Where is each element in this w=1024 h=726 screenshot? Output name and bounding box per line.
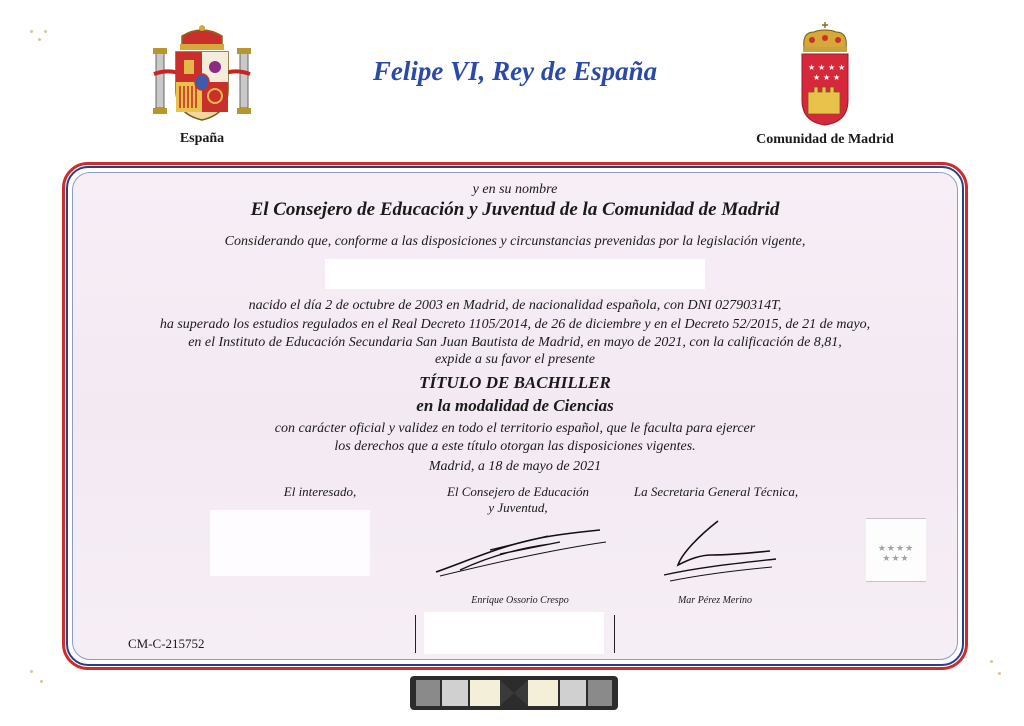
label-interested: El interesado,	[283, 484, 357, 499]
stamp-redaction	[424, 612, 604, 654]
rights-line: los derechos que a este título otorgan las disposiciones vigentes.	[334, 439, 696, 454]
spain-coat-of-arms	[152, 24, 252, 124]
glitter-dot	[990, 660, 993, 663]
signer-councillor-name: Enrique Ossorio Crespo	[471, 595, 569, 606]
hologram-stamp	[410, 676, 618, 710]
madrid-caption: Comunidad de Madrid	[756, 132, 894, 147]
madrid-coat-of-arms	[798, 22, 852, 126]
svg-text:★: ★	[808, 63, 816, 72]
label-councillor-line2: y Juventud,	[488, 500, 548, 515]
stamp-bar-left	[415, 615, 416, 653]
glitter-dot	[40, 680, 43, 683]
svg-text:★: ★	[823, 73, 831, 82]
svg-text:★: ★	[833, 73, 841, 82]
svg-text:★: ★	[828, 63, 836, 72]
glitter-dot	[38, 38, 41, 41]
page-title: Felipe VI, Rey de España	[372, 56, 658, 86]
birth-line: nacido el día 2 de octubre de 2003 en Madrid, de nacionalidad española, con DNI 02790314T,	[248, 298, 782, 313]
svg-text:★: ★	[838, 63, 846, 72]
issue-line: expide a su favor el presente	[434, 352, 596, 367]
glitter-dot	[998, 672, 1001, 675]
issue-date: Madrid, a 18 de mayo de 2021	[428, 459, 602, 474]
seal-stars-icon: ★★★★ ★★★	[877, 543, 915, 563]
issuer-heading: El Consejero de Educación y Juventud de la Comunidad de Madrid	[250, 199, 780, 220]
validity-line: con carácter oficial y validez en todo el territorio español, que le faculta para ejercer	[274, 421, 756, 436]
degree-modality: en la modalidad de Ciencias	[416, 396, 614, 415]
intro-line: y en su nombre	[472, 182, 558, 197]
spain-caption: España	[179, 131, 225, 146]
considering-line: Considerando que, conforme a las disposiciones y circunstancias prevenidas por la legislación vigente,	[224, 234, 806, 249]
svg-text:★: ★	[818, 63, 826, 72]
glitter-dot	[44, 30, 47, 33]
label-councillor	[438, 484, 598, 516]
institute-line: en el Instituto de Educación Secundaria San Juan Bautista de Madrid, en mayo de 2021, con la calificación de 8,81,	[188, 335, 842, 350]
secretary-signature	[660, 515, 780, 585]
label-councillor-line1: El Consejero de Educación	[446, 484, 590, 499]
decree-line: ha superado los estudios regulados en el Real Decreto 1105/2014, de 26 de diciembre y en el Decreto 52/2015, de 21 de mayo,	[159, 317, 871, 332]
madrid-seal	[866, 518, 926, 582]
name-redaction	[325, 259, 705, 289]
glitter-dot	[30, 30, 33, 33]
stamp-bar-right	[614, 615, 615, 653]
degree-title: TÍTULO DE BACHILLER	[419, 373, 611, 392]
councillor-signature	[430, 520, 610, 580]
label-secretary: La Secretaria General Técnica,	[633, 484, 799, 499]
certificate-code: CM-C-215752	[128, 636, 205, 651]
interested-signature-redaction	[210, 510, 370, 576]
svg-text:★: ★	[813, 73, 821, 82]
glitter-dot	[30, 670, 33, 673]
signer-secretary-name: Mar Pérez Merino	[677, 595, 753, 606]
